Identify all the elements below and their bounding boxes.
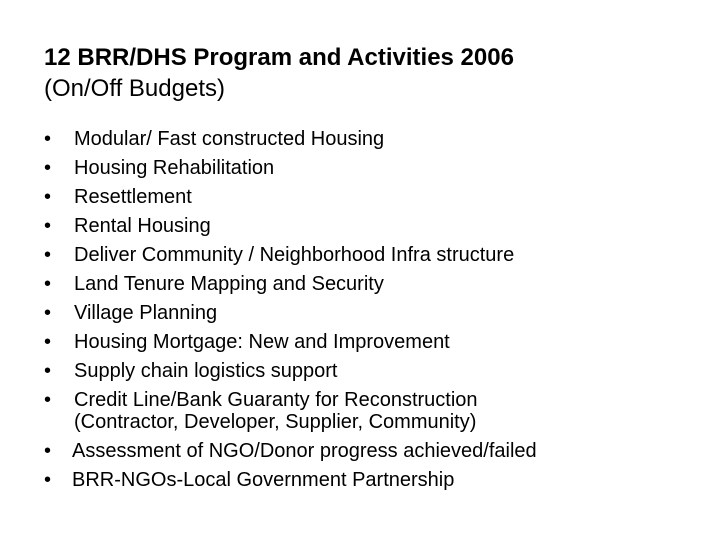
bullet-list xyxy=(44,125,704,437)
bullet-item xyxy=(44,241,704,270)
bullet-icon: • xyxy=(44,389,52,411)
bullet-item xyxy=(44,357,704,386)
bullet-item xyxy=(44,466,704,495)
bullet-text-continued: (Contractor, Developer, Supplier, Community) xyxy=(74,411,477,433)
bullet-text: Housing Mortgage: New and Improvement xyxy=(74,331,450,353)
bullet-icon: • xyxy=(44,440,52,462)
bullet-icon: • xyxy=(44,244,52,266)
bullet-icon: • xyxy=(44,331,52,353)
bullet-item xyxy=(44,125,704,154)
bullet-icon: • xyxy=(44,186,52,208)
bullet-icon: • xyxy=(44,128,52,150)
bullet-text: Modular/ Fast constructed Housing xyxy=(74,128,385,150)
bullet-text: Deliver Community / Neighborhood Infra structure xyxy=(74,244,515,266)
bullet-text: Village Planning xyxy=(74,302,218,324)
bullet-list-continued xyxy=(44,437,704,495)
bullet-text: Assessment of NGO/Donor progress achieved/failed xyxy=(72,440,537,462)
slide-title xyxy=(44,42,684,104)
bullet-item xyxy=(44,270,704,299)
bullet-text: Housing Rehabilitation xyxy=(74,157,275,179)
bullet-icon: • xyxy=(44,273,52,295)
bullet-item xyxy=(44,328,704,357)
bullet-item xyxy=(44,154,704,183)
bullet-icon: • xyxy=(44,360,52,382)
bullet-item xyxy=(44,386,704,437)
bullet-text: Rental Housing xyxy=(74,215,211,237)
bullet-item xyxy=(44,183,704,212)
bullet-icon: • xyxy=(44,157,52,179)
bullet-text: Land Tenure Mapping and Security xyxy=(74,273,384,295)
bullet-text: BRR-NGOs-Local Government Partnership xyxy=(72,469,455,491)
bullet-icon: • xyxy=(44,215,52,237)
bullet-text: Supply chain logistics support xyxy=(74,360,338,382)
bullet-icon: • xyxy=(44,469,52,491)
bullet-icon: • xyxy=(44,302,52,324)
bullet-item xyxy=(44,437,704,466)
bullet-text: Resettlement xyxy=(74,186,192,208)
bullet-item xyxy=(44,212,704,241)
bullet-item xyxy=(44,299,704,328)
bullet-text: Credit Line/Bank Guaranty for Reconstruction xyxy=(74,389,478,411)
slide-title-subtitle: (On/Off Budgets) xyxy=(44,75,225,102)
slide-title-main: 12 BRR/DHS Program and Activities 2006 xyxy=(44,44,514,71)
